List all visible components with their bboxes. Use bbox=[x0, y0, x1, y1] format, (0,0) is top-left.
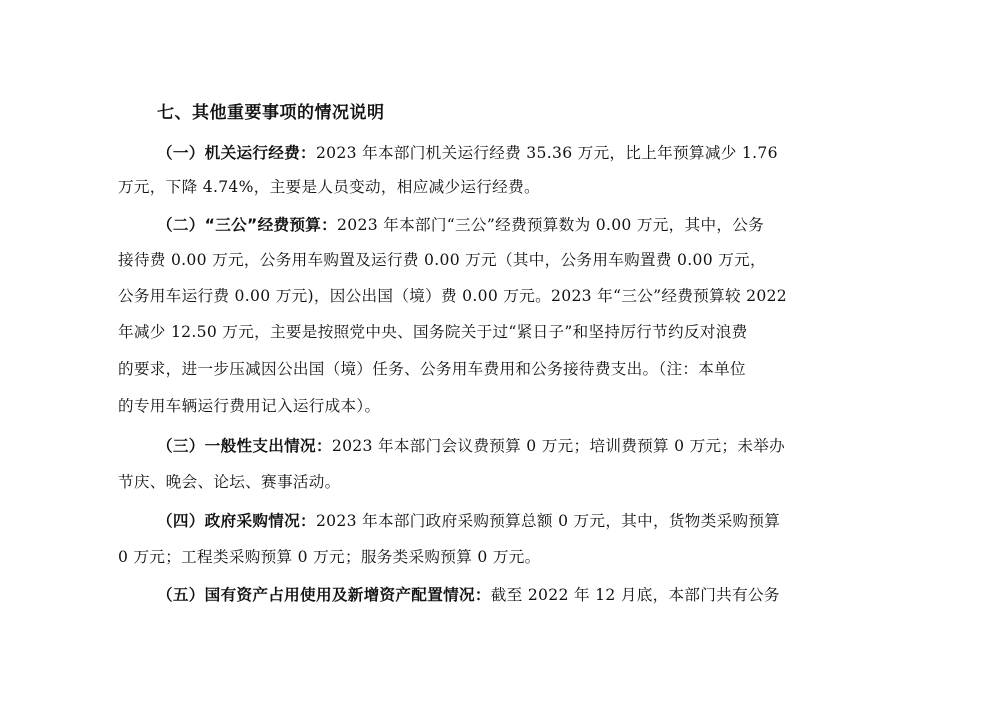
paragraph-2-text-1: 2023 年本部门“三公”经费预算数为 0.00 万元，其中，公务 bbox=[337, 216, 765, 234]
paragraph-2-line-6 bbox=[118, 389, 380, 423]
paragraph-1-text-1: 2023 年本部门机关运行经费 35.36 万元，比上年预算减少 1.76 bbox=[315, 144, 778, 162]
paragraph-4-text-1: 2023 年本部门政府采购预算总额 0 万元，其中，货物类采购预算 bbox=[315, 512, 781, 530]
paragraph-4-lead: （四）政府采购情况： bbox=[157, 512, 316, 530]
paragraph-1-text-2: 万元，下降 4.74%，主要是人员变动，相应减少运行经费。 bbox=[118, 178, 540, 196]
paragraph-3-text-1: 2023 年本部门会议费预算 0 万元；培训费预算 0 万元；未举办 bbox=[331, 437, 786, 455]
paragraph-1-lead: （一）机关运行经费： bbox=[157, 144, 316, 162]
paragraph-1-line-2 bbox=[118, 170, 540, 204]
paragraph-4-line-2 bbox=[118, 540, 541, 574]
paragraph-5-text-1: 截至 2022 年 12 月底，本部门共有公务 bbox=[490, 586, 780, 604]
section-heading: 七、其他重要事项的情况说明 bbox=[157, 103, 385, 123]
paragraph-2-line-1 bbox=[157, 208, 764, 242]
paragraph-2-text-4: 年减少 12.50 万元，主要是按照党中央、国务院关于过“紧日子”和坚持厉行节约反对浪费 bbox=[118, 323, 748, 341]
paragraph-1-line-1 bbox=[157, 136, 778, 170]
paragraph-3-lead: （三）一般性支出情况： bbox=[157, 437, 332, 455]
paragraph-2-text-5: 的要求，进一步压减因公出国（境）任务、公务用车费用和公务接待费支出。（注：本单位 bbox=[118, 360, 746, 378]
paragraph-2-text-3: 公务用车运行费 0.00 万元)，因公出国（境）费 0.00 万元。2023 年“三公”经费预算较 2022 bbox=[118, 287, 787, 305]
paragraph-3-line-1 bbox=[157, 429, 785, 463]
paragraph-2-line-4 bbox=[118, 315, 747, 349]
paragraph-3-text-2: 节庆、晚会、论坛、赛事活动。 bbox=[118, 473, 341, 491]
paragraph-5-lead: （五）国有资产占用使用及新增资产配置情况： bbox=[157, 586, 491, 604]
paragraph-2-line-2 bbox=[118, 243, 766, 277]
paragraph-3-line-2 bbox=[118, 465, 341, 499]
paragraph-4-text-2: 0 万元；工程类采购预算 0 万元；服务类采购预算 0 万元。 bbox=[118, 548, 541, 566]
paragraph-2-line-3 bbox=[118, 279, 787, 313]
paragraph-2-lead: （二）“三公”经费预算： bbox=[157, 216, 338, 234]
paragraph-4-line-1 bbox=[157, 504, 780, 538]
paragraph-2-line-5 bbox=[118, 352, 746, 386]
paragraph-2-text-2: 接待费 0.00 万元，公务用车购置及运行费 0.00 万元（其中，公务用车购置费 0.00 万元， bbox=[118, 251, 766, 269]
paragraph-5-line-1 bbox=[157, 578, 780, 612]
paragraph-2-text-6: 的专用车辆运行费用记入运行成本）。 bbox=[118, 397, 381, 415]
